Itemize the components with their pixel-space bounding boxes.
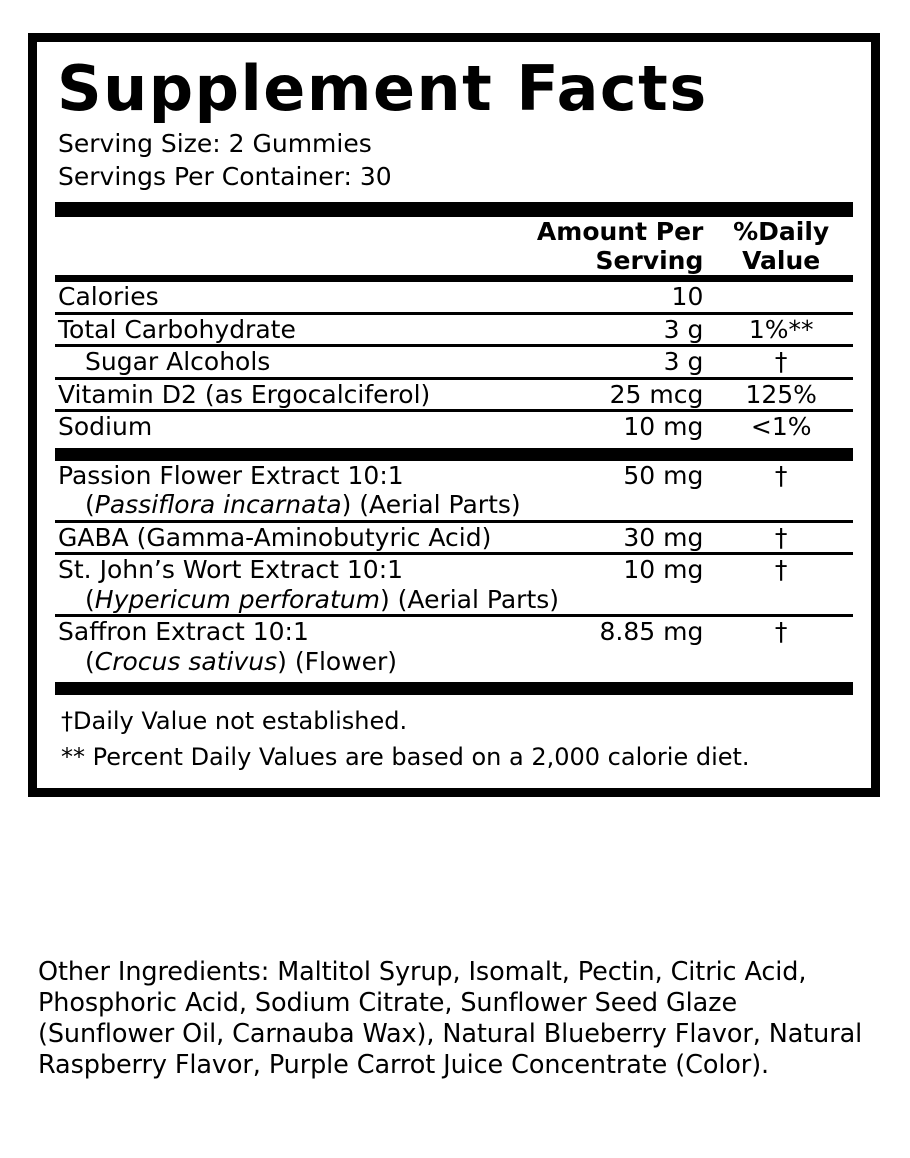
header-amount-per-serving: Amount Per Serving bbox=[536, 217, 704, 276]
row-name-text: Passion Flower Extract 10:1 bbox=[58, 460, 404, 490]
table-row bbox=[55, 523, 853, 553]
servings-per-container-line: Servings Per Container: 30 bbox=[58, 162, 392, 192]
row-amount: 30 mg bbox=[623, 522, 704, 552]
row-daily-value: 125% bbox=[745, 379, 817, 409]
row-name: Vitamin D2 (as Ergocalciferol) bbox=[58, 379, 431, 409]
serving-size-line: Serving Size: 2 Gummies bbox=[58, 129, 372, 159]
row-amount: 10 mg bbox=[623, 412, 704, 442]
row-name: Calories bbox=[58, 282, 159, 312]
table-row bbox=[55, 315, 853, 345]
row-name: Sugar Alcohols bbox=[85, 347, 271, 377]
row-name: Sodium bbox=[58, 412, 153, 442]
row-amount: 8.85 mg bbox=[599, 617, 704, 647]
table-row bbox=[55, 412, 853, 442]
row-daily-value: † bbox=[774, 522, 788, 552]
row-amount: 10 bbox=[671, 282, 704, 312]
row-name-text: Saffron Extract 10:1 bbox=[58, 617, 309, 647]
rule-row-thick-bottom bbox=[55, 676, 853, 695]
row-daily-value: 1%** bbox=[748, 314, 814, 344]
rule-thick-top bbox=[55, 202, 853, 217]
row-subline: (Crocus sativus) (Flower) bbox=[85, 646, 398, 676]
table-row bbox=[55, 555, 853, 614]
rule-row-thick-mid bbox=[55, 442, 853, 461]
table-row bbox=[55, 461, 853, 520]
header-daily-value: %Daily Value bbox=[733, 217, 830, 276]
row-name-text: St. John’s Wort Extract 10:1 bbox=[58, 555, 404, 585]
table-row bbox=[55, 617, 853, 676]
row-daily-value bbox=[709, 282, 853, 312]
row-name: Total Carbohydrate bbox=[58, 314, 296, 344]
row-name bbox=[55, 617, 518, 676]
table-row bbox=[55, 347, 853, 377]
row-amount: 3 g bbox=[663, 347, 704, 377]
footnote-dagger: †Daily Value not established. bbox=[61, 707, 408, 736]
row-amount: 3 g bbox=[663, 314, 704, 344]
row-daily-value: † bbox=[774, 460, 788, 490]
table-header-row bbox=[55, 217, 853, 275]
table-row bbox=[55, 380, 853, 410]
row-name bbox=[55, 460, 521, 520]
facts-table bbox=[55, 217, 853, 695]
table-row bbox=[55, 282, 853, 312]
row-daily-value: † bbox=[774, 617, 788, 647]
row-daily-value: <1% bbox=[750, 412, 812, 442]
row-name bbox=[55, 555, 560, 614]
rule-row-under-header bbox=[55, 275, 853, 282]
row-daily-value: † bbox=[774, 347, 788, 377]
supplement-facts-panel bbox=[28, 33, 880, 797]
row-subline: (Passiflora incarnata) (Aerial Parts) bbox=[85, 490, 521, 520]
row-subline: (Hypericum perforatum) (Aerial Parts) bbox=[85, 584, 560, 614]
row-amount: 25 mcg bbox=[609, 379, 704, 409]
row-daily-value: † bbox=[774, 555, 788, 585]
row-amount: 10 mg bbox=[623, 555, 704, 585]
row-amount: 50 mg bbox=[623, 460, 704, 490]
header-blank bbox=[55, 217, 518, 275]
panel-title: Supplement Facts bbox=[57, 52, 708, 125]
row-name: GABA (Gamma-Aminobutyric Acid) bbox=[58, 522, 492, 552]
other-ingredients-text: Other Ingredients: Maltitol Syrup, Isomalt, Pectin, Citric Acid, Phosphoric Acid, Sodium Citrate, Sunflower Seed Glaze (Sunflower Oil, Carnauba Wax), Natural Blueberry Flavor, Natural Raspberry Flavor, Purple Carrot Juice Concentrate (Color). bbox=[38, 957, 863, 1080]
footnote-percent-dv: ** Percent Daily Values are based on a 2,000 calorie diet. bbox=[61, 743, 750, 772]
